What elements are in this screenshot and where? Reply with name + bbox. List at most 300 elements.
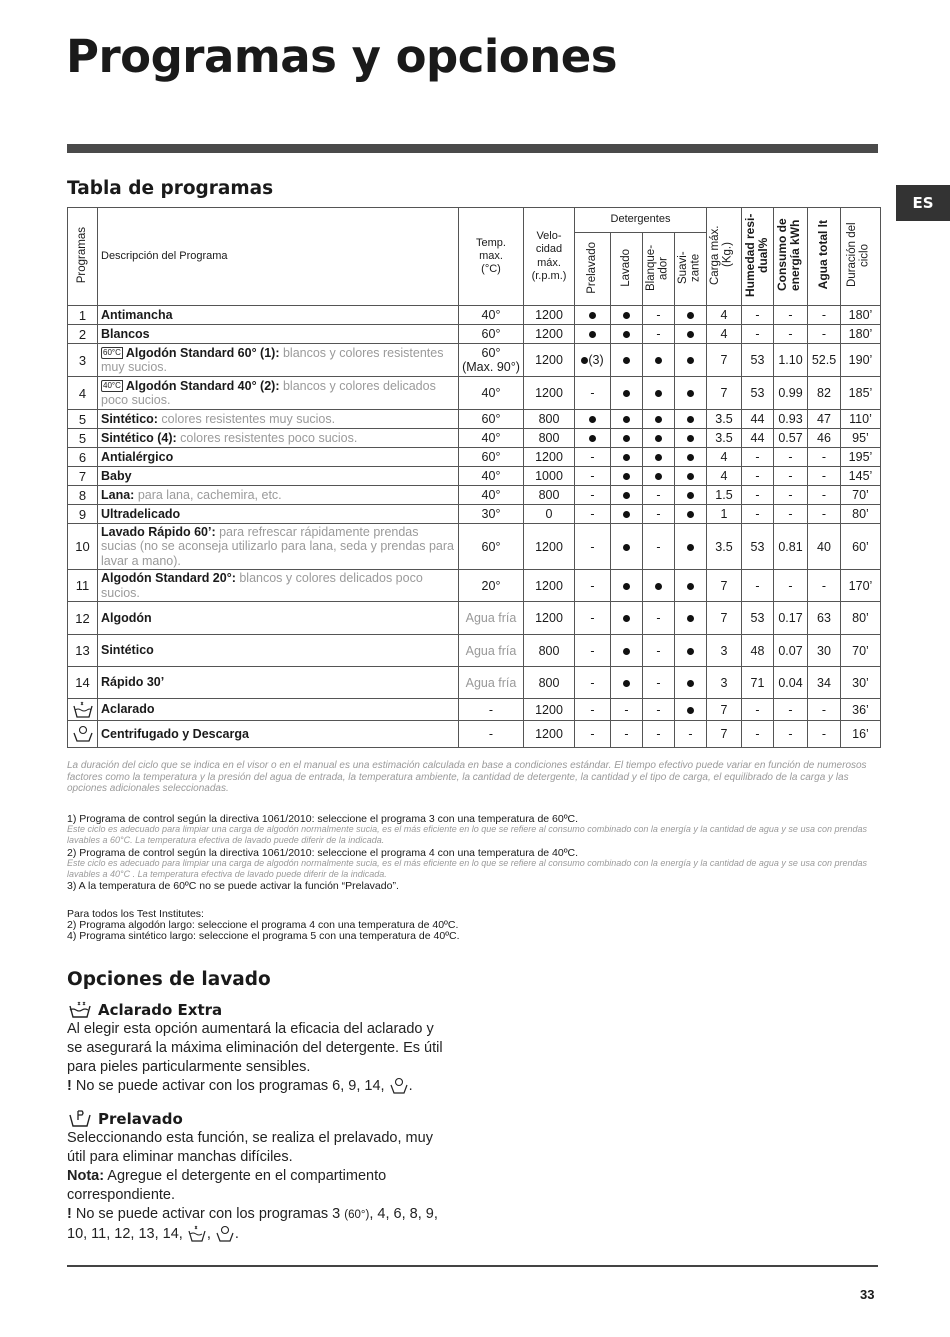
program-number: 10 (68, 524, 98, 570)
detergent-prelavado (575, 410, 611, 429)
program-consumo: - (774, 699, 808, 721)
options-title: Opciones de lavado (67, 969, 271, 990)
detergent-blanq: - (643, 635, 675, 667)
program-number: 5 (68, 429, 98, 448)
program-humedad: 48 (742, 635, 774, 667)
program-temperature: Agua fría (459, 667, 524, 699)
program-name: Algodón (101, 610, 152, 625)
program-consumo: - (774, 306, 808, 325)
program-number: 6 (68, 448, 98, 467)
table-row (68, 721, 881, 748)
detergent-blanq: - (643, 699, 675, 721)
program-name: Antialérgico (101, 449, 174, 464)
program-agua: 34 (808, 667, 841, 699)
detergent-dot (687, 454, 694, 461)
detergent-lavado (611, 429, 643, 448)
detergent-dot (589, 416, 596, 423)
detergent-dot (623, 390, 630, 397)
detergent-dot (623, 331, 630, 338)
detergent-dot (589, 312, 596, 319)
program-duracion: 36’ (841, 699, 881, 721)
detergent-suav: - (675, 721, 707, 748)
program-speed: 1200 (524, 699, 575, 721)
program-description (98, 410, 459, 429)
program-humedad: - (742, 699, 774, 721)
detergent-lavado (611, 524, 643, 570)
program-speed: 1200 (524, 570, 575, 602)
program-carga: 1.5 (707, 486, 742, 505)
detergent-lavado (611, 448, 643, 467)
program-carga: 3 (707, 635, 742, 667)
detergent-prelavado: - (575, 524, 611, 570)
detergent-lavado (611, 410, 643, 429)
header-duracion: Duración del ciclo (841, 208, 881, 306)
program-speed: 1200 (524, 377, 575, 410)
detergent-blanq: - (643, 602, 675, 635)
detergent-suav (675, 467, 707, 486)
detergent-dot (687, 435, 694, 442)
detergent-dot (687, 390, 694, 397)
detergent-suav (675, 306, 707, 325)
detergent-lavado: - (611, 721, 643, 748)
table-row (68, 306, 881, 325)
table-row (68, 570, 881, 602)
program-carga: 1 (707, 505, 742, 524)
program-duracion: 80’ (841, 505, 881, 524)
program-temperature: Agua fría (459, 602, 524, 635)
header-detergentes: Detergentes (575, 208, 707, 233)
program-description (98, 570, 459, 602)
duration-note: La duración del ciclo que se indica en el visor o en el manual es una estimación calculada en base a condiciones estándar. El tiempo efectivo puede variar en función de numerosos factores como la temperatura y la presión del agua de entrada, la temperatura ambiente, la cantidad de detergente, la cantidad y el tipo de carga, el equilibrado de la carga y las opciones adicionales seleccionadas. (67, 760, 867, 794)
detergent-suav (675, 602, 707, 635)
program-agua: 63 (808, 602, 841, 635)
detergent-prelavado: - (575, 721, 611, 748)
program-description (98, 467, 459, 486)
program-duracion: 190’ (841, 344, 881, 377)
program-number: 5 (68, 410, 98, 429)
program-humedad: 53 (742, 602, 774, 635)
temperature-icon: 60°C (103, 348, 121, 358)
detergent-dot (655, 583, 662, 590)
program-carga: 7 (707, 602, 742, 635)
detergent-prelavado: - (575, 467, 611, 486)
program-agua: - (808, 448, 841, 467)
program-detail: colores resistentes poco sucios. (176, 430, 358, 445)
detergent-prelavado: (3) (575, 344, 611, 377)
program-name: Ultradelicado (101, 506, 181, 521)
program-number (68, 721, 98, 748)
program-carga: 7 (707, 377, 742, 410)
program-temperature: Agua fría (459, 635, 524, 667)
program-humedad: - (742, 486, 774, 505)
table-row (68, 505, 881, 524)
option-prelavado-title: Prelavado (67, 1109, 183, 1129)
program-table (67, 207, 881, 748)
program-name: Centrifugado y Descarga (101, 726, 249, 741)
detergent-blanq: - (643, 325, 675, 344)
program-agua: - (808, 325, 841, 344)
detergent-suav (675, 570, 707, 602)
program-carga: 7 (707, 699, 742, 721)
footnote-1-detail: Este ciclo es adecuado para limpiar una carga de algodón normalmente sucia, es el más eficiente en lo que se refiere al consumo combinado con la energía y la cantidad de agua y se usa con prendas lavables a 60°C. La temperatura efectiva de lavado puede diferir de la indicada. (67, 824, 867, 845)
program-consumo: 0.93 (774, 410, 808, 429)
language-badge: ES (896, 185, 950, 221)
program-consumo: 0.04 (774, 667, 808, 699)
program-description (98, 602, 459, 635)
program-name: Algodón Standard 20°: (101, 571, 236, 586)
program-detail: blancos y colores delicados poco sucios. (101, 571, 423, 600)
program-name: Rápido 30’ (101, 675, 165, 690)
header-temp: Temp. max. (°C) (459, 208, 524, 306)
program-duracion: 80’ (841, 602, 881, 635)
detergent-dot (687, 473, 694, 480)
detergent-lavado: - (611, 699, 643, 721)
detergent-prelavado: - (575, 377, 611, 410)
detergent-dot (623, 454, 630, 461)
detergent-suav (675, 667, 707, 699)
program-duracion: 70’ (841, 635, 881, 667)
detergent-blanq: - (643, 486, 675, 505)
detergent-lavado (611, 486, 643, 505)
detergent-prelavado (575, 306, 611, 325)
program-speed: 800 (524, 635, 575, 667)
table-row (68, 602, 881, 635)
program-agua: 52.5 (808, 344, 841, 377)
program-consumo: 0.81 (774, 524, 808, 570)
program-speed: 0 (524, 505, 575, 524)
program-carga: 7 (707, 344, 742, 377)
program-consumo: 0.07 (774, 635, 808, 667)
program-speed: 1200 (524, 448, 575, 467)
detergent-blanq: - (643, 505, 675, 524)
program-consumo: - (774, 467, 808, 486)
bottom-rule (67, 1265, 878, 1267)
program-description (98, 635, 459, 667)
footnote-2-detail: Este ciclo es adecuado para limpiar una carga de algodón normalmente sucia, es el más eficiente en lo que se refiere al consumo combinado con la energía y la cantidad de agua y se usa con prendas lavables a 40°C . La temperatura efectiva de lavado puede diferir de la indicada. (67, 858, 867, 879)
program-consumo: - (774, 325, 808, 344)
program-number: 1 (68, 306, 98, 325)
program-number: 7 (68, 467, 98, 486)
detergent-dot (687, 583, 694, 590)
detergent-dot (687, 511, 694, 518)
program-agua: - (808, 306, 841, 325)
table-row (68, 699, 881, 721)
program-description (98, 448, 459, 467)
header-blanqueador: Blanque-ador (643, 233, 675, 306)
footnote-3: 3) A la temperatura de 60ºC no se puede activar la función “Prelavado”. (67, 880, 399, 892)
spin-drain-icon (215, 1225, 235, 1243)
program-duracion: 145’ (841, 467, 881, 486)
program-name: Sintético: (101, 411, 158, 426)
program-name: Algodón Standard 60° (1): (125, 345, 280, 360)
detergent-blanq (643, 377, 675, 410)
program-humedad: 53 (742, 524, 774, 570)
program-temperature: 60° (459, 325, 524, 344)
program-carga: 3.5 (707, 524, 742, 570)
detergent-prelavado: - (575, 635, 611, 667)
header-prelavado: Prelavado (575, 233, 611, 306)
detergent-dot (687, 416, 694, 423)
table-row (68, 344, 881, 377)
program-duracion: 185’ (841, 377, 881, 410)
prewash-icon (67, 1109, 93, 1129)
program-detail: blancos y colores delicados poco sucios. (101, 378, 436, 407)
header-consumo: Consumo de energía kWh (774, 208, 808, 306)
program-agua: 46 (808, 429, 841, 448)
program-detail: colores resistentes muy sucios. (157, 411, 336, 426)
program-speed: 1200 (524, 325, 575, 344)
header-humedad: Humedad resi-dual% (742, 208, 774, 306)
detergent-dot (687, 312, 694, 319)
program-duracion: 180’ (841, 306, 881, 325)
test-institutes-2: 2) Programa algodón largo: seleccione el programa 4 con una temperatura de 40ºC. (67, 919, 459, 931)
detergent-dot (687, 648, 694, 655)
program-name: Antimancha (101, 307, 173, 322)
detergent-prelavado: - (575, 505, 611, 524)
program-temperature: - (459, 699, 524, 721)
program-consumo: - (774, 570, 808, 602)
detergent-blanq (643, 448, 675, 467)
program-duracion: 16’ (841, 721, 881, 748)
program-carga: 7 (707, 721, 742, 748)
detergent-dot (655, 473, 662, 480)
program-description (98, 486, 459, 505)
program-humedad: - (742, 325, 774, 344)
program-humedad: - (742, 306, 774, 325)
program-humedad: - (742, 570, 774, 602)
detergent-dot (623, 680, 630, 687)
footnote-2: 2) Programa de control según la directiva 1061/2010: seleccione el programa 4 con una temperatura de 40ºC. (67, 847, 579, 859)
program-agua: - (808, 699, 841, 721)
program-agua: - (808, 505, 841, 524)
program-humedad: 53 (742, 377, 774, 410)
program-description (98, 505, 459, 524)
detergent-dot (687, 615, 694, 622)
program-name: Sintético (101, 643, 154, 658)
detergent-suav (675, 325, 707, 344)
program-humedad: 53 (742, 344, 774, 377)
detergent-suav (675, 410, 707, 429)
detergent-dot (687, 357, 694, 364)
header-suavizante: Suavi-zante (675, 233, 707, 306)
detergent-blanq (643, 410, 675, 429)
test-institutes-4: 4) Programa sintético largo: seleccione el programa 5 con una temperatura de 40ºC. (67, 930, 460, 942)
table-row (68, 635, 881, 667)
program-name: Sintético (4): (101, 430, 177, 445)
detergent-prelavado: - (575, 699, 611, 721)
program-humedad: - (742, 448, 774, 467)
program-number: 11 (68, 570, 98, 602)
program-carga: 3.5 (707, 410, 742, 429)
program-agua: - (808, 467, 841, 486)
table-row (68, 524, 881, 570)
program-name: Aclarado (101, 702, 155, 717)
program-detail: para lana, cachemira, etc. (134, 487, 282, 502)
program-consumo: 1.10 (774, 344, 808, 377)
program-description (98, 344, 459, 377)
program-temperature: 40° (459, 467, 524, 486)
program-description (98, 699, 459, 721)
spin-drain-icon (71, 725, 95, 743)
detergent-dot (623, 615, 630, 622)
program-agua: 40 (808, 524, 841, 570)
detergent-dot (687, 707, 694, 714)
option-prelavado-text: Seleccionando esta función, se realiza el prelavado, muy útil para eliminar manchas difíciles. Nota: Agregue el detergente en el compartimento correspondiente. ! No se puede activar con los programas 3 (60°), 4, 6, 8, 9, 10, 11, 12, 13, 14, , . (67, 1130, 438, 1242)
program-carga: 3 (707, 667, 742, 699)
table-row (68, 448, 881, 467)
detergent-prelavado: - (575, 602, 611, 635)
program-speed: 800 (524, 429, 575, 448)
program-humedad: 44 (742, 410, 774, 429)
program-duracion: 110’ (841, 410, 881, 429)
program-temperature: 60° (Max. 90°) (459, 344, 524, 377)
detergent-dot (623, 544, 630, 551)
program-agua: - (808, 721, 841, 748)
program-carga: 4 (707, 325, 742, 344)
detergent-dot (623, 648, 630, 655)
detergent-suav (675, 635, 707, 667)
header-agua: Agua total lt (808, 208, 841, 306)
detergent-blanq: - (643, 306, 675, 325)
detergent-blanq: - (643, 721, 675, 748)
detergent-dot (589, 435, 596, 442)
program-temperature: 40° (459, 486, 524, 505)
page-number: 33 (860, 1287, 875, 1302)
temperature-icon: 40°C (103, 381, 121, 391)
program-consumo: - (774, 721, 808, 748)
program-detail: blancos y colores resistentes muy sucios. (101, 345, 444, 374)
program-duracion: 30’ (841, 667, 881, 699)
program-agua: 82 (808, 377, 841, 410)
option-aclarado-text: Al elegir esta opción aumentará la eficacia del aclarado y se asegurará la máxima eliminación del detergente. Es útil para pieles particularmente sensibles. ! No se puede activar con los programas 6, 9, 14, . (67, 1021, 443, 1094)
program-temperature: 40° (459, 429, 524, 448)
program-humedad: - (742, 467, 774, 486)
program-description (98, 524, 459, 570)
program-description (98, 721, 459, 748)
detergent-lavado (611, 306, 643, 325)
table-row (68, 667, 881, 699)
program-description (98, 429, 459, 448)
program-duracion: 60’ (841, 524, 881, 570)
spin-drain-icon (389, 1077, 409, 1095)
detergent-dot (623, 511, 630, 518)
program-agua: - (808, 570, 841, 602)
extra-rinse-icon (67, 1000, 93, 1020)
rinse-icon (71, 701, 95, 719)
program-duracion: 95’ (841, 429, 881, 448)
detergent-dot (623, 473, 630, 480)
program-carga: 4 (707, 448, 742, 467)
program-detail: para refrescar rápidamente prendas sucias (no se aconseja utilizarlo para lana, seda y prendas para lavar a mano). (101, 524, 454, 568)
program-agua: - (808, 486, 841, 505)
header-descripcion: Descripción del Programa (98, 208, 459, 306)
program-description (98, 667, 459, 699)
detergent-prelavado: - (575, 448, 611, 467)
program-speed: 1200 (524, 306, 575, 325)
detergent-lavado (611, 570, 643, 602)
program-name: Lavado Rápido 60’: (101, 524, 216, 539)
program-temperature: 20° (459, 570, 524, 602)
program-temperature: 30° (459, 505, 524, 524)
program-temperature: 60° (459, 524, 524, 570)
detergent-lavado (611, 505, 643, 524)
program-consumo: - (774, 448, 808, 467)
test-institutes-intro: Para todos los Test Institutes: (67, 908, 204, 920)
program-speed: 1200 (524, 524, 575, 570)
detergent-lavado (611, 667, 643, 699)
header-velocidad: Velo-cidad máx. (r.p.m.) (524, 208, 575, 306)
program-speed: 1000 (524, 467, 575, 486)
program-number (68, 699, 98, 721)
detergent-dot (655, 454, 662, 461)
detergent-lavado (611, 344, 643, 377)
program-description (98, 306, 459, 325)
detergent-suav (675, 448, 707, 467)
table-row (68, 377, 881, 410)
detergent-lavado (611, 602, 643, 635)
detergent-suav (675, 699, 707, 721)
program-carga: 3.5 (707, 429, 742, 448)
program-speed: 800 (524, 410, 575, 429)
detergent-blanq: - (643, 524, 675, 570)
program-number: 8 (68, 486, 98, 505)
program-speed: 1200 (524, 602, 575, 635)
footnote-1: 1) Programa de control según la directiva 1061/2010: seleccione el programa 3 con una temperatura de 60ºC. (67, 813, 579, 825)
detergent-suav (675, 524, 707, 570)
table-row (68, 467, 881, 486)
program-temperature: 40° (459, 377, 524, 410)
program-agua: 47 (808, 410, 841, 429)
detergent-suav (675, 486, 707, 505)
program-number: 9 (68, 505, 98, 524)
program-carga: 4 (707, 306, 742, 325)
detergent-dot (687, 680, 694, 687)
program-table-title: Tabla de programas (67, 178, 274, 199)
table-row (68, 325, 881, 344)
detergent-blanq (643, 570, 675, 602)
detergent-dot (589, 331, 596, 338)
detergent-blanq: - (643, 667, 675, 699)
program-consumo: 0.99 (774, 377, 808, 410)
program-humedad: 71 (742, 667, 774, 699)
program-humedad: - (742, 505, 774, 524)
detergent-dot (655, 416, 662, 423)
program-consumo: 0.17 (774, 602, 808, 635)
program-carga: 7 (707, 570, 742, 602)
program-speed: 800 (524, 667, 575, 699)
program-consumo: - (774, 505, 808, 524)
header-lavado: Lavado (611, 233, 643, 306)
detergent-blanq (643, 429, 675, 448)
program-temperature: 40° (459, 306, 524, 325)
program-description (98, 325, 459, 344)
detergent-lavado (611, 377, 643, 410)
detergent-suav (675, 429, 707, 448)
detergent-lavado (611, 635, 643, 667)
option-aclarado-title: Aclarado Extra (67, 1000, 222, 1020)
program-consumo: - (774, 486, 808, 505)
detergent-dot (687, 331, 694, 338)
program-humedad: 44 (742, 429, 774, 448)
program-name: Lana: (101, 487, 135, 502)
detergent-suav (675, 505, 707, 524)
detergent-dot (623, 435, 630, 442)
header-carga: Carga máx. (Kg.) (707, 208, 742, 306)
program-number: 14 (68, 667, 98, 699)
detergent-dot (655, 435, 662, 442)
program-temperature: - (459, 721, 524, 748)
detergent-blanq (643, 467, 675, 486)
